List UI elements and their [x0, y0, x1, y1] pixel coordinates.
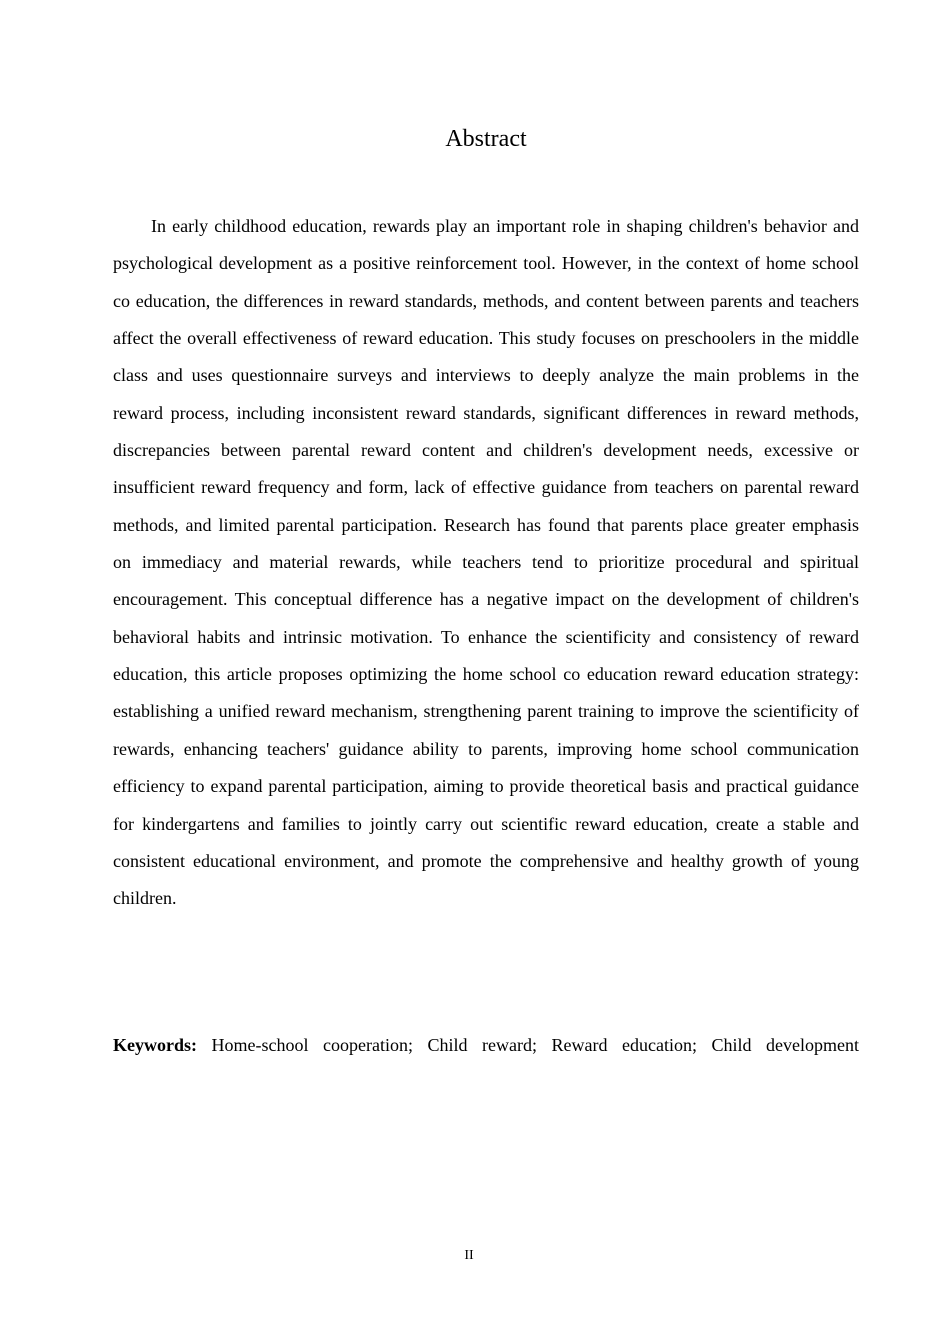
keywords-line	[113, 1030, 859, 1060]
keywords-label: Keywords:	[113, 1035, 197, 1055]
abstract-body: In early childhood education, rewards play an important role in shaping children's behavior and psychological development as a positive reinforcement tool. However, in the context of home school co education, the differences in reward standards, methods, and content between parents and teachers affect the overall effectiveness of reward education. This study focuses on preschoolers in the middle class and uses questionnaire surveys and interviews to deeply analyze the main problems in the reward process, including inconsistent reward standards, significant differences in reward methods, discrepancies between parental reward content and children's development needs, excessive or insufficient reward frequency and form, lack of effective guidance from teachers on parental reward methods, and limited parental participation. Research has found that parents place greater emphasis on immediacy and material rewards, while teachers tend to prioritize procedural and spiritual encouragement. This conceptual difference has a negative impact on the development of children's behavioral habits and intrinsic motivation. To enhance the scientificity and consistency of reward education, this article proposes optimizing the home school co education reward education strategy: establishing a unified reward mechanism, strengthening parent training to improve the scientificity of rewards, enhancing teachers' guidance ability to parents, improving home school communication efficiency to expand parental participation, aiming to provide theoretical basis and practical guidance for kindergartens and families to jointly carry out scientific reward education, create a stable and consistent educational environment, and promote the comprehensive and healthy growth of young children.	[113, 216, 859, 909]
page-number: II	[464, 1248, 474, 1263]
keywords-text: Home-school cooperation; Child reward; Reward education; Child development	[211, 1035, 859, 1055]
abstract-title: Abstract	[445, 126, 527, 152]
